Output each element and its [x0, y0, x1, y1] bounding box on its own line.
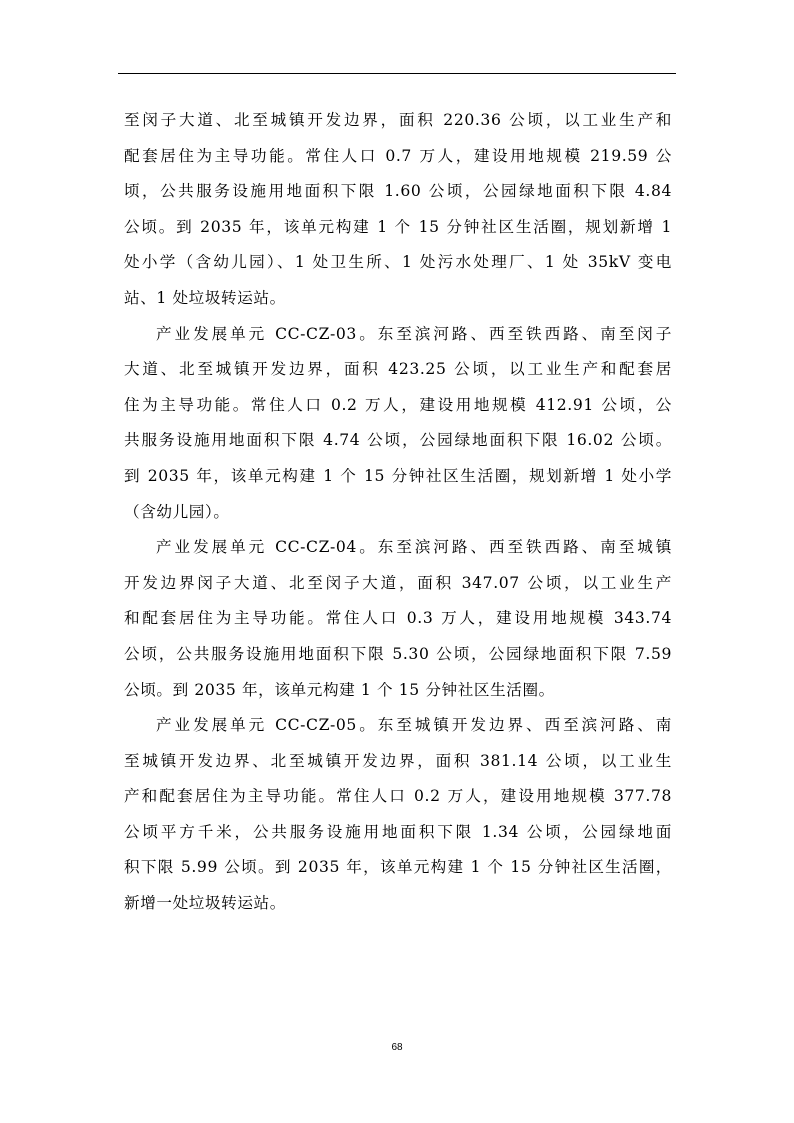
- page-number: 68: [391, 1042, 403, 1053]
- text-line: 新增一处垃圾转运站。: [124, 894, 286, 913]
- text-line: 产和配套居住为主导功能。常住人口 0.2 万人，建设用地规模 377.78: [124, 787, 672, 806]
- text-line: 处小学（含幼儿园）、1 处卫生所、1 处污水处理厂、1 处 35kV 变电: [124, 253, 672, 272]
- text-line: 积下限 5.99 公顷。到 2035 年，该单元构建 1 个 15 分钟社区生活圈，: [124, 858, 672, 877]
- text-line: 配套居住为主导功能。常住人口 0.7 万人，建设用地规模 219.59 公: [124, 146, 672, 165]
- text-line: 公顷平方千米，公共服务设施用地面积下限 1.34 公顷，公园绿地面: [124, 822, 672, 841]
- paragraph-2: [124, 317, 672, 531]
- paragraph-1: [124, 103, 672, 317]
- text-line: 至闵子大道、北至城镇开发边界，面积 220.36 公顷，以工业生产和: [124, 111, 672, 129]
- paragraph-4: [124, 708, 672, 922]
- text-line: 大道、北至城镇开发边界，面积 423.25 公顷，以工业生产和配套居: [124, 360, 672, 379]
- header-rule: [118, 73, 676, 74]
- text-line: 至城镇开发边界、北至城镇开发边界，面积 381.14 公顷，以工业生: [124, 751, 672, 770]
- text-line: （含幼儿园）。: [124, 502, 230, 521]
- text-line: 产业发展单元 CC-CZ-05。东至城镇开发边界、西至滨河路、南: [156, 716, 672, 735]
- text-line: 和配套居住为主导功能。常住人口 0.3 万人，建设用地规模 343.74: [124, 609, 672, 628]
- text-line: 产业发展单元 CC-CZ-03。东至滨河路、西至铁西路、南至闵子: [156, 324, 672, 343]
- text-line: 产业发展单元 CC-CZ-04。东至滨河路、西至铁西路、南至城镇: [156, 538, 672, 557]
- text-line: 共服务设施用地面积下限 4.74 公顷，公园绿地面积下限 16.02 公顷。: [124, 431, 672, 450]
- text-line: 开发边界闵子大道、北至闵子大道，面积 347.07 公顷，以工业生产: [124, 573, 672, 592]
- text-line: 公顷，公共服务设施用地面积下限 5.30 公顷，公园绿地面积下限 7.59: [124, 644, 672, 663]
- text-line: 公顷。到 2035 年，该单元构建 1 个 15 分钟社区生活圈，规划新增 1: [124, 217, 672, 236]
- text-line: 住为主导功能。常住人口 0.2 万人，建设用地规模 412.91 公顷，公: [124, 395, 672, 414]
- text-line: 站、1 处垃圾转运站。: [124, 288, 286, 307]
- body-text: [124, 103, 672, 922]
- text-line: 到 2035 年，该单元构建 1 个 15 分钟社区生活圈，规划新增 1 处小学: [124, 466, 672, 485]
- text-line: 公顷。到 2035 年，该单元构建 1 个 15 分钟社区生活圈。: [124, 680, 555, 699]
- paragraph-3: [124, 530, 672, 708]
- text-line: 顷，公共服务设施用地面积下限 1.60 公顷，公园绿地面积下限 4.84: [124, 182, 672, 201]
